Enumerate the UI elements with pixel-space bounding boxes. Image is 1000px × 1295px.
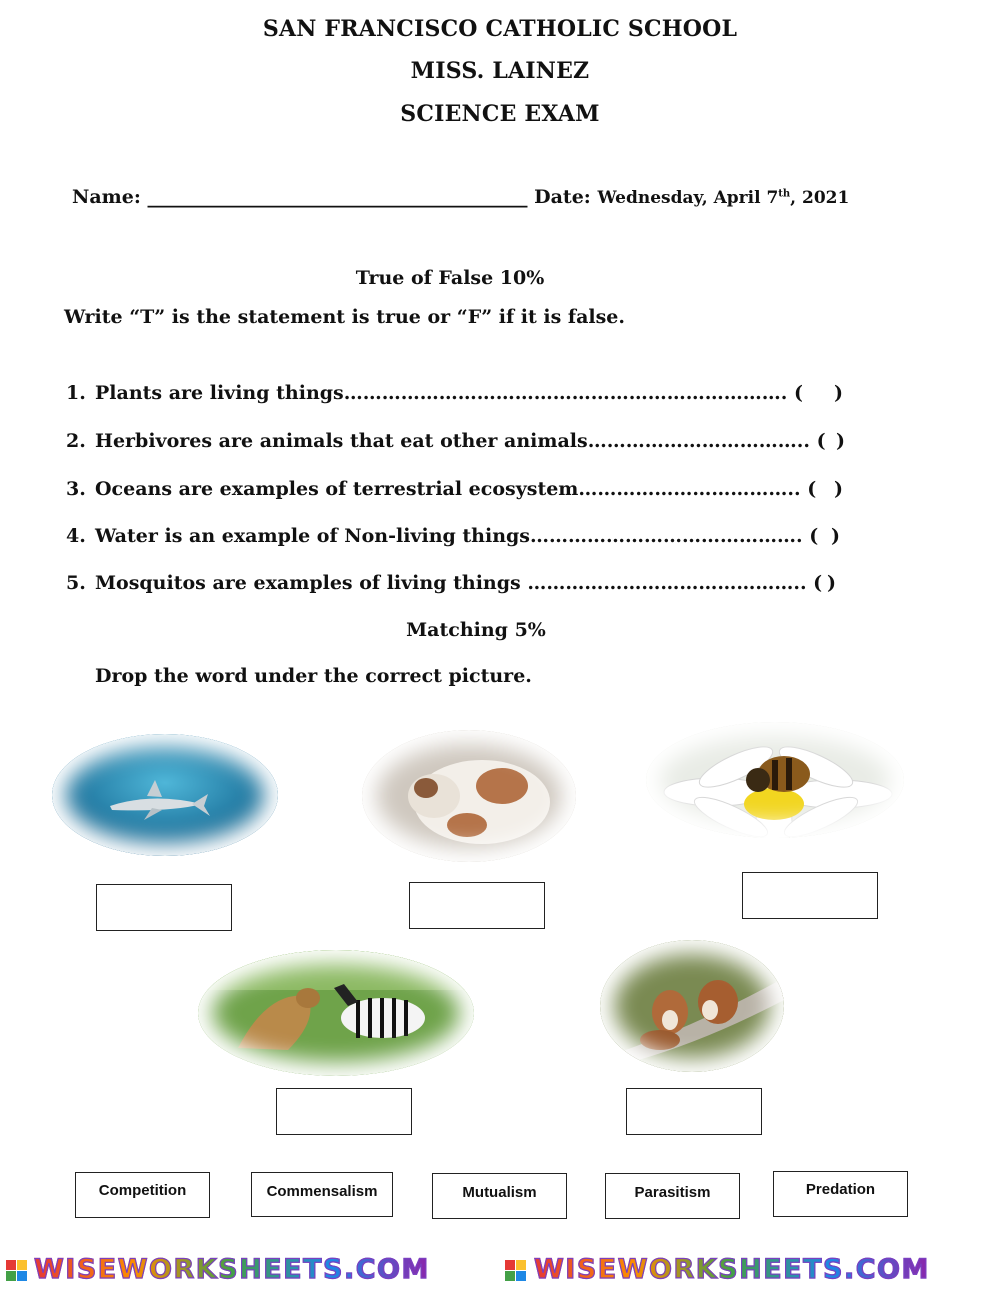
exam-title: SCIENCE EXAM bbox=[400, 101, 600, 127]
date-label: Date: bbox=[534, 186, 591, 208]
drop-box-dog[interactable] bbox=[409, 882, 545, 929]
answer-slot-1[interactable]: ) bbox=[834, 382, 843, 404]
school-title: SAN FRANCISCO CATHOLIC SCHOOL bbox=[262, 16, 738, 42]
logo-icon bbox=[6, 1260, 27, 1281]
drop-box-lion-zebra[interactable] bbox=[276, 1088, 412, 1135]
name-row bbox=[72, 186, 849, 208]
teacher-name: MISS. LAINEZ bbox=[410, 58, 590, 84]
drop-box-squirrels[interactable] bbox=[626, 1088, 762, 1135]
word-commensalism[interactable]: Commensalism bbox=[251, 1172, 393, 1217]
word-mutualism[interactable]: Mutualism bbox=[432, 1173, 567, 1219]
footer-brand-1: WISEWORKSHEETS.COM bbox=[34, 1254, 430, 1285]
shark-ocean-image bbox=[52, 734, 278, 856]
answer-slot-3[interactable]: ) bbox=[834, 478, 843, 500]
answer-slot-4[interactable]: ) bbox=[831, 525, 840, 547]
logo-icon bbox=[505, 1260, 526, 1281]
drop-box-bee[interactable] bbox=[742, 872, 878, 919]
question-2: 2. Herbivores are animals that eat other animals…………………………….. ( ) bbox=[66, 430, 845, 452]
word-parasitism[interactable]: Parasitism bbox=[605, 1173, 740, 1219]
bulldog-sleeping-image bbox=[362, 730, 576, 862]
matching-instructions: Drop the word under the correct picture. bbox=[95, 665, 532, 687]
answer-slot-5[interactable]: ) bbox=[827, 572, 836, 594]
true-false-instructions: Write “T” is the statement is true or “F” if it is false. bbox=[64, 306, 626, 328]
date-value: Wednesday, April 7th, 2021 bbox=[597, 188, 850, 208]
drop-box-shark[interactable] bbox=[96, 884, 232, 931]
name-line[interactable]: ________________________________________ bbox=[147, 186, 528, 208]
bee-on-daisy-image bbox=[646, 722, 904, 838]
answer-slot-2[interactable]: ) bbox=[836, 430, 845, 452]
name-label: Name: bbox=[72, 186, 141, 208]
lion-chasing-zebra-image bbox=[198, 950, 474, 1076]
question-5: 5. Mosquitos are examples of living things …………………………………….. ( ) bbox=[66, 572, 836, 594]
footer-brand-2: WISEWORKSHEETS.COM bbox=[534, 1254, 930, 1285]
question-4: 4. Water is an example of Non-living things……………………………………. ( ) bbox=[66, 525, 840, 547]
question-3: 3. Oceans are examples of terrestrial ecosystem…………………………….. ( ) bbox=[66, 478, 843, 500]
squirrels-on-branch-image bbox=[600, 940, 784, 1072]
question-1: 1. Plants are living things……………………………………………………………. ( ) bbox=[66, 382, 843, 404]
word-competition[interactable]: Competition bbox=[75, 1172, 210, 1218]
matching-title: Matching 5% bbox=[406, 619, 546, 641]
true-false-title: True of False 10% bbox=[355, 267, 545, 289]
word-predation[interactable]: Predation bbox=[773, 1171, 908, 1217]
footer-watermark bbox=[0, 1252, 1000, 1291]
